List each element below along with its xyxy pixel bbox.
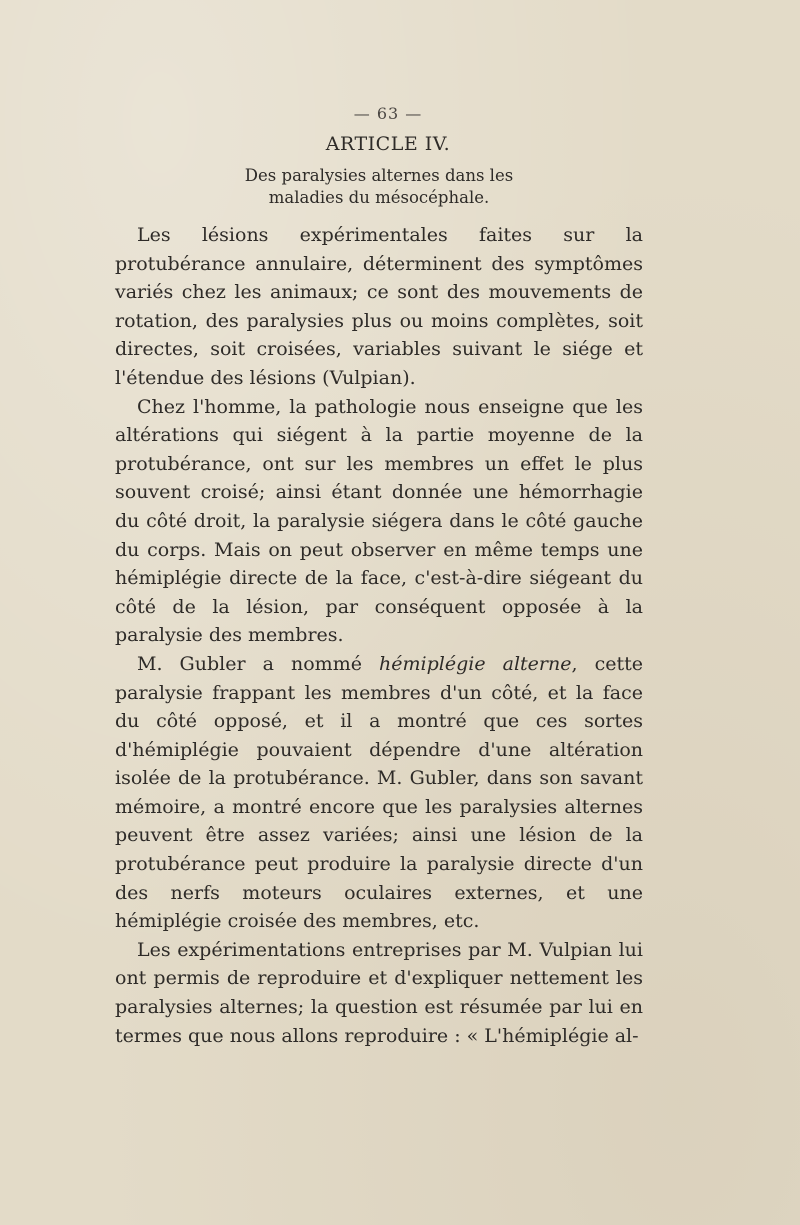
paragraph-3-start: M. Gubler a nommé — [137, 652, 380, 675]
paragraph-2: Chez l'homme, la pathologie nous enseigne que les altérations qui siégent à la partie moyenne de la protubérance, ont sur les membres un effet le plus souvent croisé; ainsi étant donnée une hémorrhagie du côté droit, la paralysie siégera dans le côté gauche du corps. Mais on peut observer en même temps une hémiplégie directe de la face, c'est-à-dire siégeant du côté de la lésion, par conséquent opposée à la paralysie des membres. — [115, 395, 643, 647]
paragraph-1: Les lésions expérimentales faites sur la protubérance annulaire, déterminent des symptômes variés chez les animaux; ce sont des mouvements de rotation, des paralysies plus ou moins complètes, soit directes, soit croisées, variables suivant le siége et l'étendue des lésions (Vulpian). — [115, 224, 643, 389]
article-title: ARTICLE IV. — [325, 133, 451, 155]
article-subtitle: Des paralysies alternes dans les maladies du mésocéphale. — [244, 166, 514, 207]
page-content — [115, 104, 643, 1050]
italic-term: hémiplégie alterne — [379, 652, 572, 675]
paragraph-3-end: , cette paralysie frappant les membres d'un côté, et la face du côté opposé, et il a montré que ces sortes d'hémiplégie pouvaient dépendre d'une altération isolée de la protubérance. M. Gubler, dans son savant mémoire, a montré encore que les paralysies alternes peuvent être assez variées; ainsi une lésion de la protubérance peut produire la paralysie directe d'un des nerfs moteurs oculaires externes, et une hémiplégie croisée des membres, etc. — [115, 652, 644, 933]
page-number: — 63 — — [353, 104, 423, 123]
paragraph-3 — [115, 650, 643, 936]
body-text — [115, 221, 643, 1050]
paragraph-4: Les expérimentations entreprises par M. Vulpian lui ont permis de reproduire et d'expliquer nettement les paralysies alternes; la question est résumée par lui en termes que nous allons reproduire : « L'hémiplégie al- — [115, 938, 643, 1047]
